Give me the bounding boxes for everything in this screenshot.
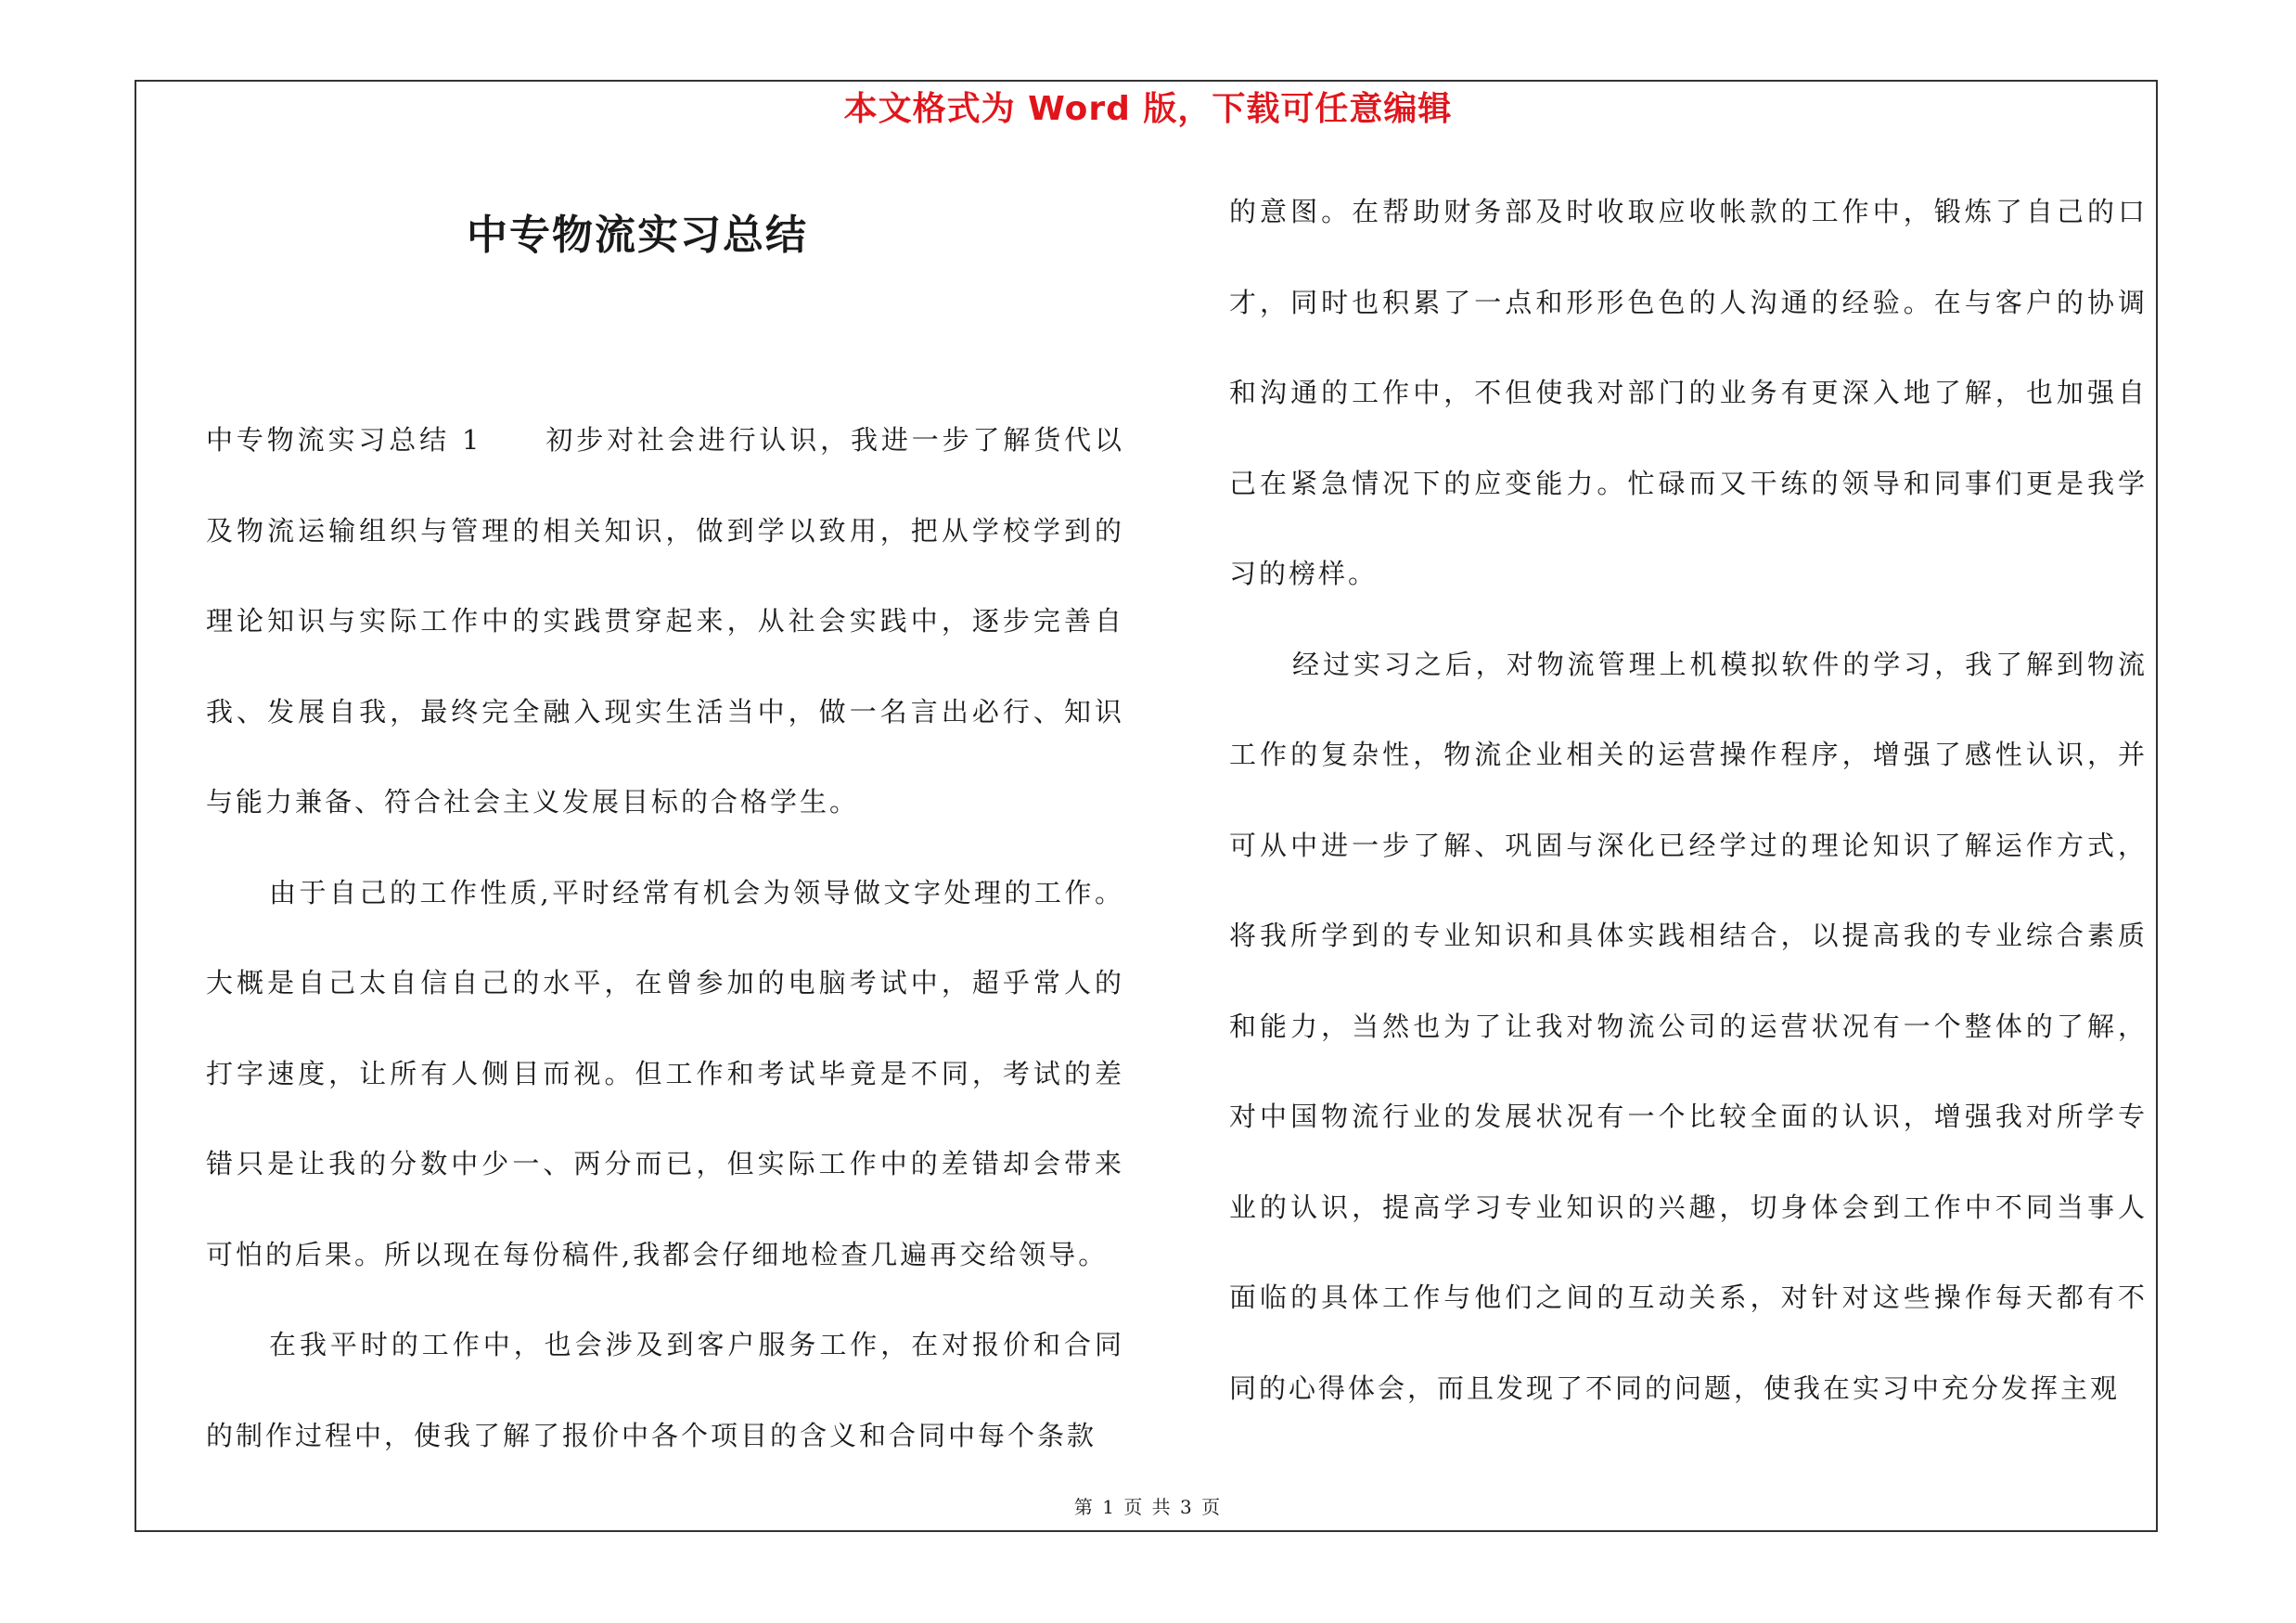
document-title: 中专物流实习总结 [467,212,808,259]
paragraph-3: 在我平时的工作中，也会涉及到客户服务工作，在对报价和合同的制作过程中，使我了解了报价中各个项目的含义和合同中每个条款 [206,1329,1124,1451]
paragraph-4: 的意图。在帮助财务部及时收取应收帐款的工作中，锻炼了自己的口才，同时也积累了一点和形形色色的人沟通的经验。在与客户的协调和沟通的工作中，不但使我对部门的业务有更深入地了解，也加强自己在紧急情况下的应变能力。忙碌而又干练的领导和同事们更是我学习的榜样。 [1229,196,2148,589]
section-label: 中专物流实习总结 1 [206,424,482,456]
paragraph-5: 经过实习之后，对物流管理上机模拟软件的学习，我了解到物流工作的复杂性，物流企业相关的运营操作程序，增强了感性认识，并可从中进一步了解、巩固与深化已经学过的理论知识了解运作方式，将我所学到的专业知识和具体实践相结合，以提高我的专业综合素质和能力，当然也为了让我对物流公司的运营状况有一个整体的了解，对中国物流行业的发展状况有一个比较全面的认识，增强我对所学专业的认识，提高学习专业知识的兴趣，切身体会到工作中不同当事人面临的具体工作与他们之间的互动关系，对针对这些操作每天都有不同的心得体会，而且发现了不同的问题，使我在实习中充分发挥主观 [1229,648,2148,1404]
paragraph-2: 由于自己的工作性质,平时经常有机会为领导做文字处理的工作。大概是自己太自信自己的水平，在曾参加的电脑考试中，超乎常人的打字速度，让所有人侧目而视。但工作和考试毕竟是不同，考试的差错只是让我的分数中少一、两分而已，但实际工作中的差错却会带来可怕的后果。所以现在每份稿件,我都会仔细地检查几遍再交给领导。 [206,876,1124,1270]
paragraph-1-text: 初步对社会进行认识，我进一步了解货代以及物流运输组织与管理的相关知识，做到学以致用，把从学校学到的理论知识与实际工作中的实践贯穿起来，从社会实践中，逐步完善自我、发展自我，最终完全融入现实生活当中，做一名言出必行、知识与能力兼备、符合社会主义发展目标的合格学生。 [206,424,1124,818]
paragraph-1 [206,395,1124,848]
right-column [1229,167,2148,1434]
left-column [206,395,1124,1481]
format-banner: 本文格式为 Word 版，下载可任意编辑 [843,90,1453,128]
page-number: 第 1 页 共 3 页 [1073,1496,1223,1518]
